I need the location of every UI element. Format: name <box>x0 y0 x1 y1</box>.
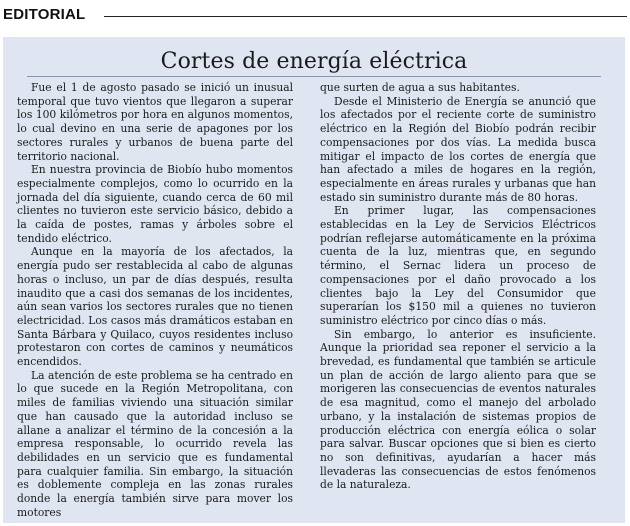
section-rule <box>104 16 627 17</box>
section-header <box>0 6 630 26</box>
paragraph-continuation: que surten de agua a sus habitantes. <box>320 81 520 94</box>
article-title: Cortes de energía eléctrica <box>160 49 468 74</box>
section-label: EDITORIAL <box>3 6 86 23</box>
paragraph: La atención de este problema se ha centrado en lo que sucede en la Región Metropolitana, con miles de familias viviendo una situación similar que han causado que la autoridad incluso se allane a analizar el término de la concesión a la empresa responsable, lo ocurrido revela las debilidades en un servicio que es fundamental para cualquier familia. Sin embargo, la situación es doblemente compleja en las zonas rurales donde la energía también sirve para mover los motores <box>17 368 293 519</box>
paragraph: En primer lugar, las compensaciones establecidas en la Ley de Servicios Eléctricos podrían reflejarse automáticamente en la próxima cuenta de la luz, mientras que, en segundo término, el Sernac lidera un proceso de compensaciones por el daño provocado a los clientes bajo la Ley del Consumidor que superarían los $150 mil a quienes no tuvieron suministro eléctrico por cinco días o más. <box>320 204 596 327</box>
paragraph: Aunque en la mayoría de los afectados, la energía pudo ser restablecida al cabo de algunas horas o incluso, un par de días después, resulta inaudito que a casi dos semanas de los incidentes, aún sean varios los sectores rurales que no tienen electricidad. Los casos más dramáticos estaban en Santa Bárbara y Quilaco, cuyos residentes incluso protestaron con cortes de caminos y neumáticos encendidos. <box>17 245 293 369</box>
paragraph: Sin embargo, lo anterior es insuficiente. Aunque la prioridad sea reponer el servicio a la brevedad, es fundamental que también se articule un plan de acción de largo aliento para que se morigeren las consecuencias de eventos naturales de esa magnitud, como el manejo del arbolado urbano, y la instalación de sistemas propios de producción eléctrica con energía eólica o solar para salvar. Buscar opciones que si bien es cierto no son definitivas, ayudarían a hacer más llevaderas las consecuencias de estos fenómenos de la naturaleza. <box>320 327 596 492</box>
editorial-panel <box>3 37 625 523</box>
article-column-left <box>17 81 293 520</box>
paragraph: Fue el 1 de agosto pasado se inició un inusual temporal que tuvo vientos que llegaron a superar los 100 kilómetros por hora en algunos momentos, lo cual devino en una serie de apagones por los sectores rurales y urbanos de buena parte del territorio nacional. <box>17 81 293 163</box>
paragraph: Desde el Ministerio de Energía se anunció que los afectados por el reciente corte de suministro eléctrico en la Región del Biobío podrán recibir compensaciones por dos vías. La medida busca mitigar el impacto de los cortes de energía que han afectado a miles de hogares en la región, especialmente en áreas rurales y urbanas que han estado sin suministro durante más de 80 horas. <box>320 94 596 204</box>
article-column-right <box>320 81 596 492</box>
paragraph: En nuestra provincia de Biobío hubo momentos especialmente complejos, como lo ocurrido en la jornada del día siguiente, cuando cerca de 60 mil clientes no tuvieron este servicio básico, debido a la caída de postes, ramas y árboles sobre el tendido eléctrico. <box>17 163 293 245</box>
title-divider <box>27 76 601 77</box>
